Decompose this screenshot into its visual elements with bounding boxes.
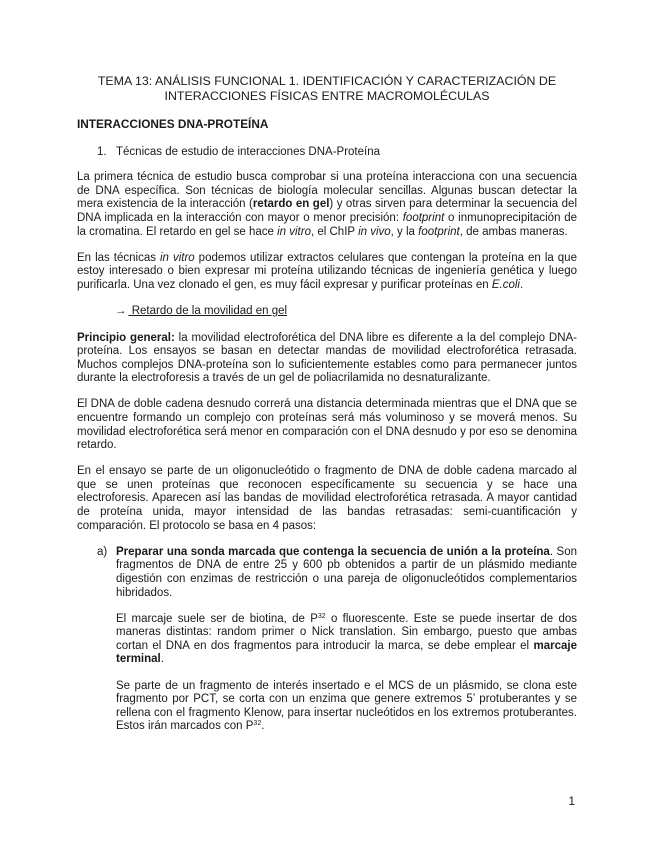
text-run: . Son fragmentos de DNA de entre 25 y 600 pb obtenidos a partir de un plásmido mediante digestión con enzimas de restricción o una pareja de oligonucleótidos complementarios hibridados. — [116, 545, 577, 599]
page-title — [77, 74, 577, 104]
text-run: , y la — [390, 225, 419, 238]
list-marker: a) — [97, 545, 108, 558]
text-run: o inmunoprecipitación de la cromatina. El retardo en gel se hace — [77, 211, 577, 238]
numbered-item-text: Técnicas de estudio de interacciones DNA-Proteína — [116, 145, 381, 158]
bold-term: Preparar una sonda marcada que contenga la secuencia de unión a la proteína — [116, 545, 550, 558]
paragraph-intro — [77, 171, 577, 239]
text-run: , el ChIP — [310, 225, 359, 238]
text-run: . — [261, 720, 265, 733]
paragraph-in-vitro — [77, 252, 577, 293]
text-run: , de ambas maneras. — [459, 225, 568, 238]
text-run: la movilidad electroforética del DNA libre es diferente a la del complejo DNA-proteína. Los ensayos se basan en detectar mandas de movilidad electroforética retrasada. Muchos complejos DNA-proteína son lo suficientemente estables como para permanecer juntos durante la electroforesis a través de un gel de poliacrilamida no desnaturalizante. — [77, 331, 577, 385]
italic-term: footprint — [402, 211, 445, 224]
paragraph-principle — [77, 332, 577, 386]
text-run: Se parte de un fragmento de interés insertado e el MCS de un plásmido, se clona este fragmento por PCT, se corta con un enzima que genere extremos 5’ protuberantes y se rellena con el fragmento Klenow, para insertar nucleótidos en los extremos protuberantes. Estos irán marcados con P — [116, 679, 577, 733]
bold-term: Principio general: — [77, 331, 175, 344]
italic-term: E.coli — [491, 278, 520, 291]
text-run: En las técnicas — [77, 251, 160, 264]
section-heading: INTERACCIONES DNA-PROTEÍNA — [77, 117, 269, 131]
numbered-item — [97, 146, 577, 160]
italic-term: in vitro — [277, 225, 311, 238]
text-run: La primera técnica de estudio busca comprobar si una proteína interacciona con una secuencia de DNA específica. Son técnicas de biología molecular sencillas. Algunas buscan detectar la mera existencia de la interacción ( — [77, 171, 577, 211]
text-run: ) y otras sirven para determinar la secuencia del DNA implicada en la interacción con mayor o menor precisión: — [77, 198, 577, 224]
paragraph-dna-mobility: El DNA de doble cadena desnudo correrá una distancia determinada mientras que el DNA que se encuentre formando un complejo con proteínas será más voluminoso y se moverá menos. Su movilidad electroforética será menor en comparación con el DNA desnudo y por eso se denomina retardo. — [77, 398, 577, 452]
text-run: El marcaje suele ser de biotina, de P — [116, 612, 318, 625]
bold-term: marcaje terminal — [116, 639, 577, 666]
italic-term: footprint — [418, 225, 460, 238]
superscript: 32 — [253, 720, 262, 728]
list-item-step-a — [97, 546, 577, 747]
step-a-paragraph-3 — [116, 680, 577, 734]
title-line-1: TEMA 13: ANÁLISIS FUNCIONAL 1. IDENTIFICACIÓN Y CARACTERIZACIÓN DE — [97, 74, 557, 88]
paragraph-assay: En el ensayo se parte de un oligonucleótido o fragmento de DNA de doble cadena marcado al que se unen proteínas que reconocen específicamente su secuencia y se hace una electroforesis. Aparecen así las bandas de movilidad electroforética retrasada. A mayor cantidad de proteína unida, mayor intensidad de las bandas retrasadas: semi-cuantificación y comparación. El protocolo se basa en 4 pasos: — [77, 465, 577, 532]
superscript: 32 — [317, 612, 326, 620]
italic-term: in vitro — [159, 251, 195, 264]
numbered-item-number: 1. — [97, 145, 107, 158]
step-a-paragraph-2 — [116, 613, 577, 667]
page-number: 1 — [568, 794, 575, 808]
text-run: o fluorescente. Este se puede insertar de dos maneras distintas: random primer o Nick translation. Sin embargo, puesto que ambas cortan el DNA en dos fragmentos para introducir la marca, se debe emplear el — [116, 612, 578, 652]
subheading-text: Retardo de la movilidad en gel — [131, 304, 288, 317]
text-run: . — [519, 278, 524, 291]
bold-term: retardo en gel — [252, 198, 330, 211]
subheading — [115, 305, 577, 319]
text-run: podemos utilizar extractos celulares que contengan la proteína en la que estoy interesado o bien expresar mi proteína utilizando técnicas de ingeniería genética y luego purificarla. Una vez clonado el gen, es muy fácil expresar y purificar proteínas en — [77, 251, 577, 291]
title-line-2: INTERACCIONES FÍSICAS ENTRE MACROMOLÉCULAS — [164, 89, 490, 103]
step-a-paragraph-1 — [116, 546, 577, 600]
right-arrow-icon: → — [115, 304, 127, 317]
list-item-body — [116, 546, 577, 747]
italic-term: in vivo — [358, 225, 391, 238]
text-run: . — [160, 653, 164, 666]
